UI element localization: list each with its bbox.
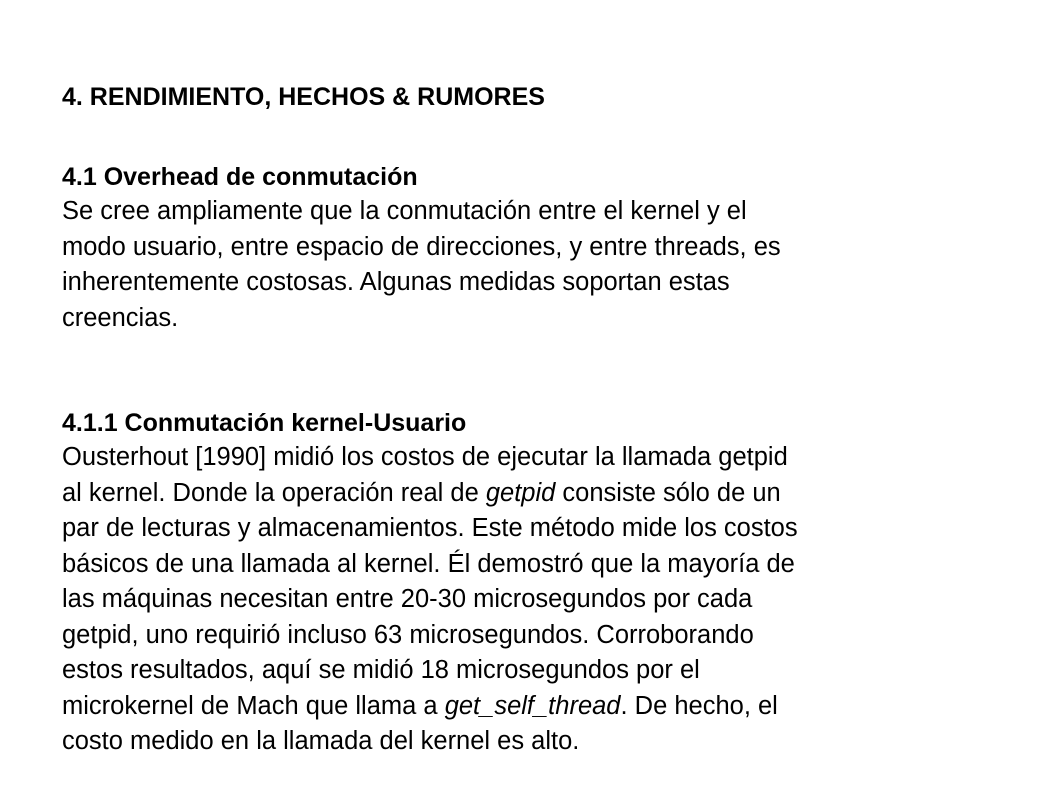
paragraph-line: las máquinas necesitan entre 20-30 microsegundos por cada	[62, 585, 753, 613]
paragraph-line: Se cree ampliamente que la conmutación entre el kernel y el	[62, 197, 747, 225]
paragraph-line: modo usuario, entre espacio de direcciones, y entre threads, es	[62, 232, 781, 261]
line-text: microkernel de Mach que llama a	[62, 691, 445, 720]
paragraph-line: creencias.	[62, 303, 179, 332]
paragraph-line: par de lecturas y almacenamientos. Este método mide los costos	[62, 514, 798, 542]
paragraph-line: Ousterhout [1990] midió los costos de ejecutar la llamada getpid	[62, 443, 788, 471]
line-text: al kernel. Donde la operación real de	[62, 478, 486, 507]
line-text: . De hecho, el	[620, 691, 778, 720]
section-4-1-1-heading: 4.1.1 Conmutación kernel-Usuario	[62, 409, 467, 437]
paragraph-line	[62, 689, 1032, 725]
paragraph-line: getpid, uno requirió incluso 63 microsegundos. Corroborando	[62, 620, 754, 649]
emphasis-getpid: getpid	[485, 478, 556, 507]
paragraph-line: inherentemente costosas. Algunas medidas soportan estas	[62, 268, 730, 296]
section-4-1-paragraph	[62, 194, 1032, 336]
emphasis-get-self-thread: get_self_thread	[444, 691, 621, 720]
paragraph-line: costo medido en la llamada del kernel es alto.	[62, 727, 580, 755]
paragraph-line: básicos de una llamada al kernel. Él demostró que la mayoría de	[62, 549, 795, 578]
paragraph-line: estos resultados, aquí se midió 18 microsegundos por el	[62, 656, 700, 684]
section-4-1-1-paragraph	[62, 440, 1032, 760]
document-title: 4. RENDIMIENTO, HECHOS & RUMORES	[62, 83, 545, 111]
section-4-1-heading: 4.1 Overhead de conmutación	[62, 163, 418, 191]
paragraph-line	[62, 476, 1032, 512]
section-spacer	[62, 336, 1032, 407]
document-page	[62, 81, 1032, 760]
line-text: consiste sólo de un	[555, 478, 781, 507]
